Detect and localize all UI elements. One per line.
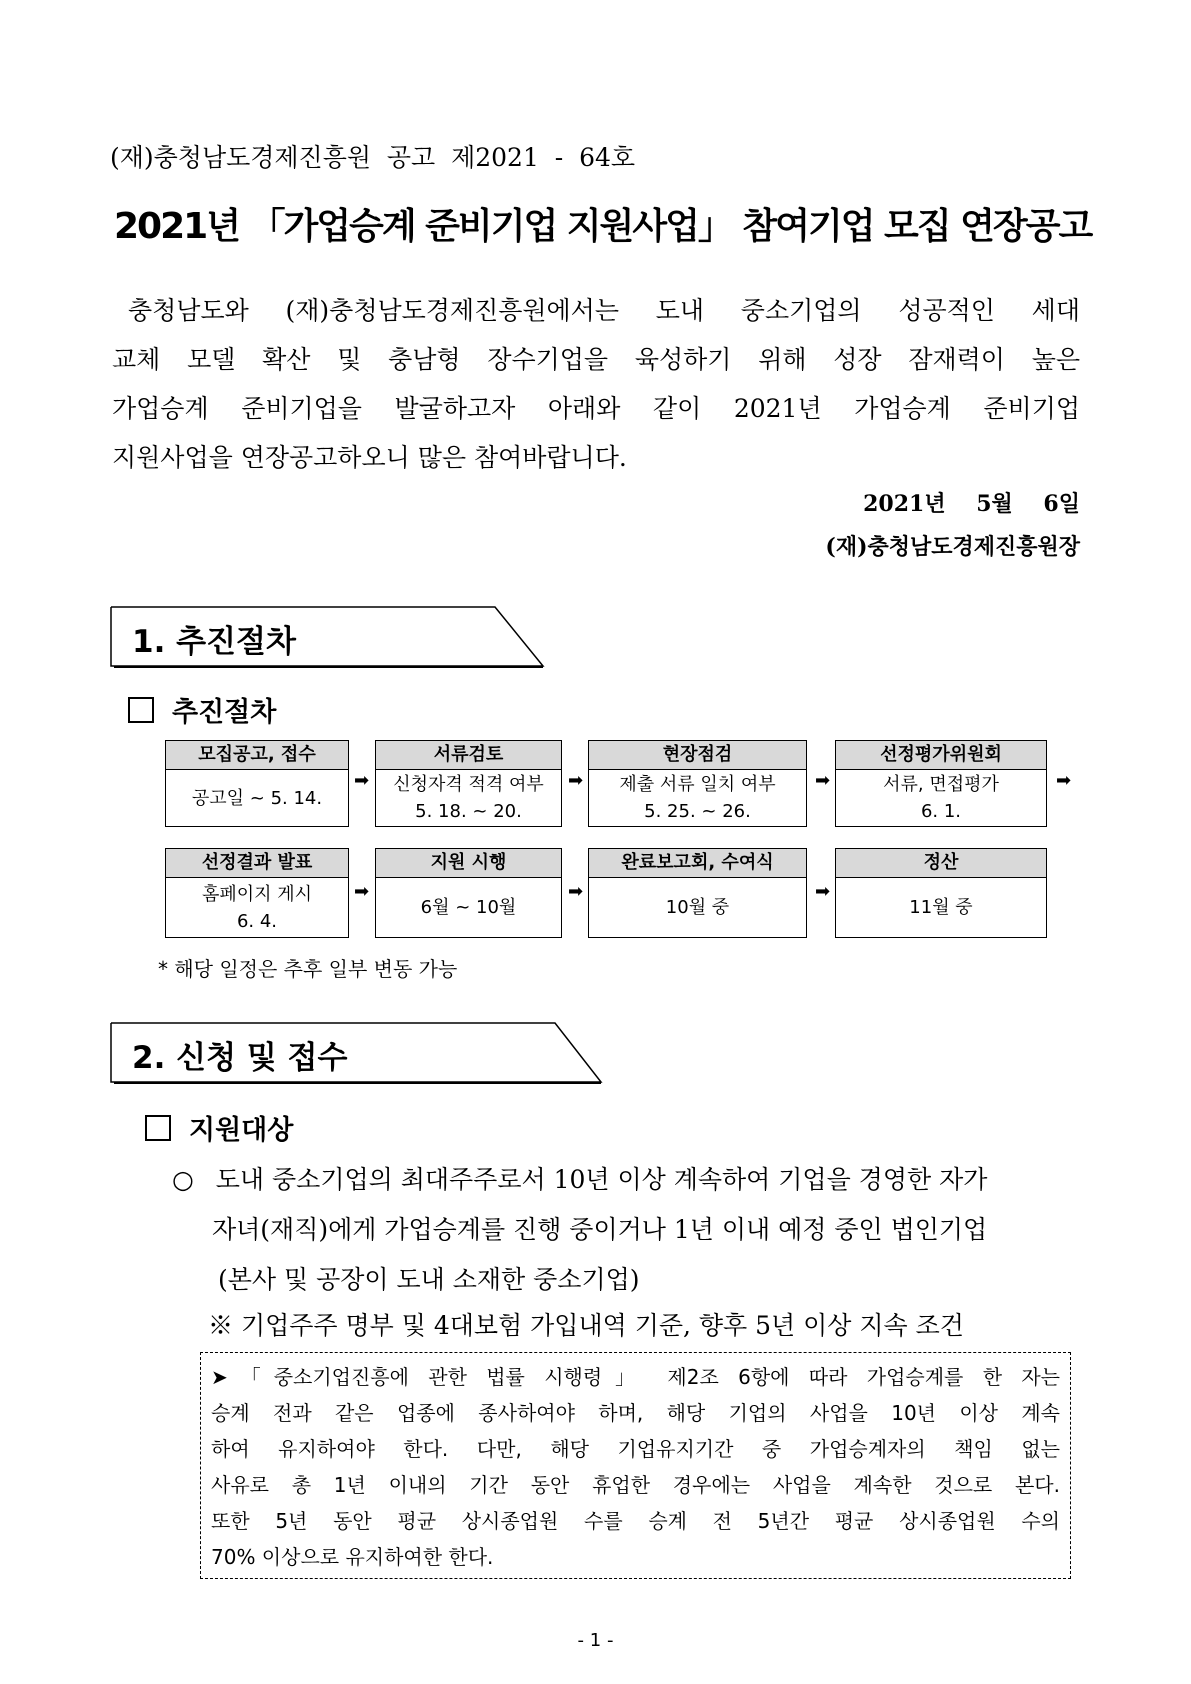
legal-line: 하여 유지하여야 한다. 다만, 해당 기업유지기간 중 가업승계자의 책임 없는 [211,1437,1060,1461]
intro-paragraph [112,286,1080,482]
step-header: 완료보고회, 수여식 [589,849,806,878]
step-header: 정산 [836,849,1046,878]
legal-line: 70% 이상으로 유지하여한 한다. [211,1545,494,1569]
bullet-parenthetical: (본사 및 공장이 도내 소재한 중소기업) [218,1265,640,1294]
process-step [588,848,807,938]
section-heading-box [110,606,546,668]
step-body [166,878,348,937]
step-header: 현장점검 [589,741,806,770]
checkbox-icon [145,1115,171,1141]
step-detail: 서류, 면접평가 [883,774,999,795]
subheading-label: 지원대상 [189,1115,294,1146]
notice-number: (재)충청남도경제진흥원 공고 제2021 - 64호 [110,143,636,172]
arrow-right-icon: ➡ [1056,770,1072,791]
section-title: 1. 추진절차 [132,624,296,660]
legal-line: 또한 5년 동안 평균 상시종업원 수를 승계 전 5년간 평균 상시종업원 수의 [211,1509,1060,1533]
issuer-name: (재)충청남도경제진흥원장 [825,534,1080,560]
announcement-date: 2021년 5월 6일 [863,491,1080,517]
step-header: 선정결과 발표 [166,849,348,878]
page-number: - 1 - [577,1630,614,1651]
step-header: 서류검토 [376,741,561,770]
step-detail: 6월 ~ 10월 [420,897,517,918]
process-step [375,848,562,938]
intro-line: 가업승계 준비기업을 발굴하고자 아래와 같이 2021년 가업승계 준비기업 [112,394,1080,423]
subheading [128,690,276,729]
step-detail: 5. 25. ~ 26. [644,801,751,822]
bullet-text: 도내 중소기업의 최대주주로서 10년 이상 계속하여 기업을 경영한 자가 [215,1165,988,1194]
process-step [165,740,349,827]
step-body [589,770,806,826]
bullet-text-continued: 자녀(재직)에게 가업승계를 진행 중이거나 1년 이내 예정 중인 법인기업 [212,1215,988,1244]
arrow-right-icon: ➡ [815,881,831,902]
legal-line: ➤「중소기업진흥에 관한 법률 시행령」 제2조 6항에 따라 가업승계를 한 자는 [211,1365,1060,1389]
arrow-right-icon: ➡ [568,770,584,791]
arrow-right-icon: ➡ [354,881,370,902]
intro-line: 교체 모델 확산 및 충남형 장수기업을 육성하기 위해 성장 잠재력이 높은 [112,345,1080,374]
step-body [376,878,561,937]
legal-line: 사유로 총 1년 이내의 기간 동안 휴업한 경우에는 사업을 계속한 것으로 본다. [211,1473,1060,1497]
process-step [835,848,1047,938]
intro-line: 지원사업을 연장공고하오니 많은 참여바랍니다. [112,443,627,472]
step-detail: 10월 중 [665,897,730,918]
intro-line: 충청남도와 (재)충청남도경제진흥원에서는 도내 중소기업의 성공적인 세대 [128,296,1080,325]
process-step [588,740,807,827]
step-detail: 5. 18. ~ 20. [415,801,522,822]
step-detail: 공고일 ~ 5. 14. [191,787,323,809]
section-title: 2. 신청 및 접수 [132,1040,348,1076]
step-detail: 제출 서류 일치 여부 [619,774,776,795]
step-header: 모집공고, 접수 [166,741,348,770]
subheading-label: 추진절차 [172,697,277,728]
section-heading-box [110,1022,604,1084]
arrow-right-icon: ➡ [815,770,831,791]
schedule-note: * 해당 일정은 추후 일부 변동 가능 [158,957,458,981]
legal-notice-box [200,1352,1071,1579]
process-step [165,848,349,938]
step-body [836,770,1046,826]
step-body [589,878,806,937]
step-body [836,878,1046,937]
page-title: 2021년 「가업승계 준비기업 지원사업」 참여기업 모집 연장공고 [114,206,1092,247]
step-detail: 6. 4. [236,910,278,932]
legal-line: 승계 전과 같은 업종에 종사하여야 하며, 해당 기업의 사업을 10년 이상 계속 [211,1401,1060,1425]
arrow-right-icon: ➡ [354,770,370,791]
arrow-right-icon: ➡ [568,881,584,902]
process-step [835,740,1047,827]
circle-bullet-icon: ○ [172,1165,194,1194]
step-body [166,770,348,826]
eligibility-bullet [172,1160,987,1196]
step-detail: 신청자격 적격 여부 [393,774,544,795]
step-detail: 6. 1. [920,801,962,822]
step-detail: 홈페이지 게시 [201,883,313,905]
checkbox-icon [128,697,154,723]
step-header: 선정평가위원회 [836,741,1046,770]
step-header: 지원 시행 [376,849,561,878]
subheading [145,1108,293,1147]
process-step [375,740,562,827]
step-body [376,770,561,826]
eligibility-remark: ※ 기업주주 명부 및 4대보험 가입내역 기준, 향후 5년 이상 지속 조건 [208,1311,964,1340]
step-detail: 11월 중 [909,897,973,918]
